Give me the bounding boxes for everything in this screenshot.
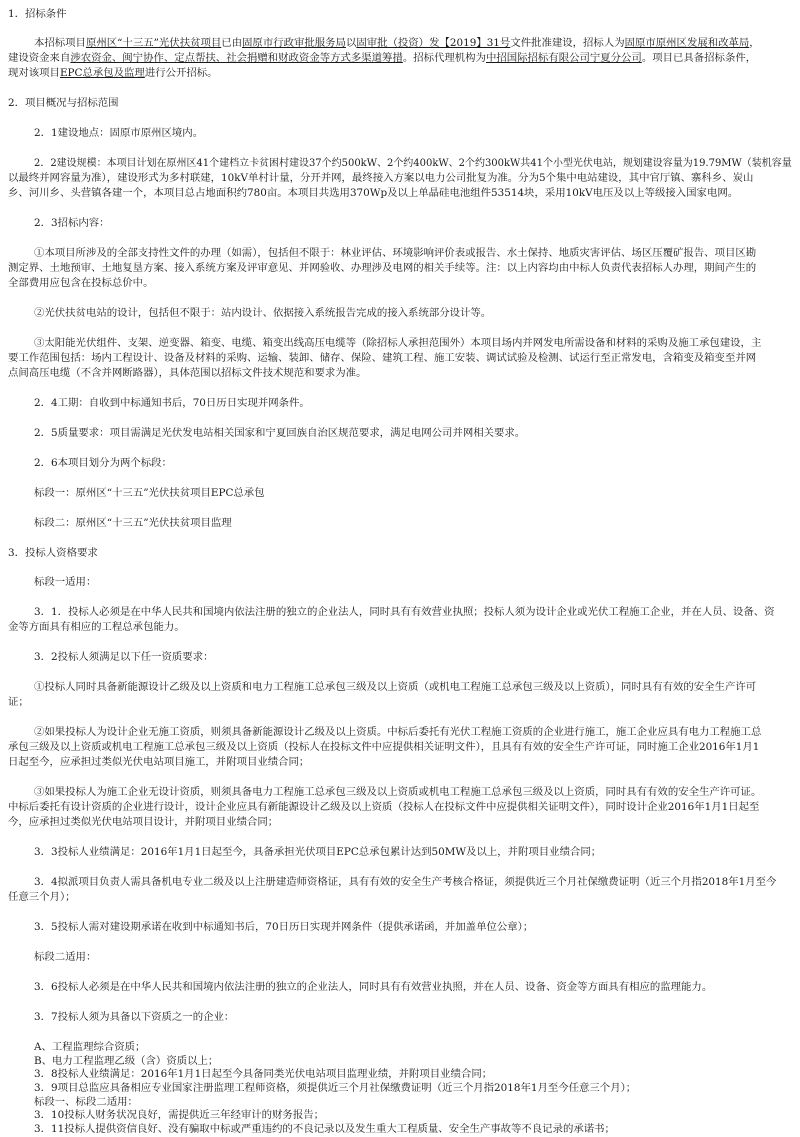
section-heading-1: 1．招标条件 [8,8,67,20]
qualification-1-line: ①投标人同时具备新能源设计乙级及以上资质和电力工程施工总承包三级及以上资质（或机电工程施工总承包三级及以上资质），同时具有有效的安全生产许可 [34,681,757,693]
text: 文件批准建设，招标人为 [510,37,625,49]
clause-3-11: 3．11投标人提供资信良好、没有骗取中标或严重违约的不良记录以及发生重大工程质量、安全生产事故等不良记录的承诺书； [34,1123,615,1135]
content-item-1-line: 全部费用应包含在投标总价中。 [8,277,154,289]
clause-3-4-line: 3．4拟派项目负责人需具备机电专业二级及以上注册建造师资格证，具有有效的安全生产考核合格证，须提供近三个月社保缴费证明（近三个月指2018年1月至今 [34,876,777,888]
text: 以 [345,37,357,49]
text: 。项目已具备招标条件， [641,52,757,64]
paragraph-1-line [34,36,760,51]
qualification-3-line: ③如果投标人为施工企业无设计资质，则须具备电力工程施工总承包三级及以上资质或机电工程施工总承包三级及以上资质，同时具有有效的安全生产许可证。 [34,786,762,798]
clause-2-3: 2．3招标内容： [34,217,110,229]
clause-2-2-line: 以最终并网容量为准），建设形式为多村联建，10kV单村计量，分开并网，最终接入方案以电力公司批复为准。分为5个集中电站建设，其中官厅镇、寨科乡、炭山 [8,172,754,184]
clause-2-2-line: 乡、河川乡、头营镇各建一个，本项目总占地面积约780亩。本项目共选用370Wp及以上单晶硅电池组件53514块，采用10kV电压及以上等级接入国家电网。 [8,187,739,199]
text: ， [749,37,760,49]
clause-3-10: 3．10投标人财务状况良好，需提供近三年经审计的财务报告； [34,1109,324,1121]
clause-3-1-line: 金等方面具有相应的工程总承包能力。 [8,621,185,633]
text: 现对该项目 [8,67,60,79]
qualification-1-line: 证； [8,696,29,708]
content-item-3-line: 要工作范围包括：场内工程设计、设备及材料的采购、运输、装卸、储存、保险、建筑工程、施工安装、调试试验及检测、试运行至正常发电，含箱变及箱变至并网 [8,352,757,364]
section-heading-3: 3．投标人资格要求 [8,547,98,559]
tender-scope: EPC总承包及监理 [59,67,145,79]
clause-3-7: 3．7投标人须为具备以下资质之一的企业： [34,1011,235,1023]
clause-2-6: 2．6本项目划分为两个标段： [34,457,172,469]
clause-3-3: 3．3投标人业绩满足：2016年1月1日起至今，具备承担光伏项目EPC总承包累计达到50MW及以上，并附项目业绩合同； [34,846,602,858]
paragraph-1-line [8,66,218,81]
clause-3-2: 3．2投标人须满足以下任一资质要求： [34,651,214,663]
qualification-2-line: ②如果投标人为设计企业无施工资质，则须具备新能源设计乙级及以上资质。中标后委托有光伏工程施工资质的企业进行施工，施工企业应具有电力工程施工总 [34,726,762,738]
lot-1-applicable: 标段一适用： [34,576,97,588]
text: 本招标项目 [34,37,86,49]
clause-3-9: 3．9项目总监应具备相应专业国家注册监理工程师资格，须提供近三个月社保缴费证明（近三个月指2018年1月至今任意三个月）； [34,1082,637,1094]
section-heading-2: 2．项目概况与招标范围 [8,97,119,109]
qualification-2-line: 承包三级及以上资质或机电工程施工总承包三级及以上资质（投标人在投标文件中应提供相关证明文件），且具有有效的安全生产许可证，同时施工企业2016年1月1 [8,741,760,753]
lot-1: 标段一：原州区“十三五”光伏扶贫项目EPC总承包 [34,487,265,499]
text: 建设资金来自 [8,52,71,64]
text: 。招标代理机构为 [402,52,486,64]
clause-3-1-line: 3．1．投标人必须是在中华人民共和国境内依法注册的独立的企业法人，同时具有有效营业执照；投标人须为设计企业或光伏工程施工企业，并在人员、设备、资 [34,606,775,618]
clause-3-7-b: B、电力工程监理乙级（含）资质以上； [34,1055,219,1067]
tenderer-name: 固原市原州区发展和改革局 [624,37,750,49]
text: 进行公开招标。 [144,67,218,79]
content-item-3-line: 点间高压电缆（不含并网断路器），具体范围以招标文件技术规范和要求为准。 [8,367,367,379]
clause-3-6: 3．6投标人必须是在中华人民共和国境内依法注册的独立的企业法人，同时具有有效营业执照，并在人员、设备、资金等方面具有相应的监理能力。 [34,981,713,993]
clause-2-5: 2．5质量要求：项目需满足光伏发电站相关国家和宁夏回族自治区规范要求，满足电网公司并网相关要求。 [34,427,526,439]
qualification-3-line: 今，应承担过类似光伏电站项目设计，并附项目业绩合同； [8,816,279,828]
content-item-1-line: ①本项目所涉及的全部支持性文件的办理（如需），包括但不限于：林业评估、环境影响评价表或报告、水土保持、地质灾害评估、场区压覆矿报告、项目区勘 [34,247,757,259]
clause-3-5: 3．5投标人需对建设期承诺在收到中标通知书后，70日历日实现并网条件（提供承诺函，并加盖单位公章）； [34,921,534,933]
qualification-2-line: 日起至今，应承担过类似光伏电站项目施工，并附项目业绩合同； [8,756,310,768]
paragraph-1-line [8,51,756,66]
clause-2-4: 2．4工期：自收到中标通知书后，70日历日实现并网条件。 [34,397,310,409]
lot-2: 标段二：原州区“十三五”光伏扶贫项目监理 [34,517,232,529]
clause-3-4-line: 任意三个月）； [8,891,76,903]
clause-3-7-a: A、工程监理综合资质； [34,1041,146,1053]
tender-agent-name: 中招国际招标有限公司宁夏分公司 [485,52,642,64]
content-item-3-line: ③太阳能光伏组件、支架、逆变器、箱变、电缆、箱变出线高压电缆等（除招标人承担范围外）本项目场内并网发电所需设备和材料的采购及施工承包建设，主 [34,337,762,349]
qualification-3-line: 中标后委托有设计资质的企业进行设计，设计企业应具有新能源设计乙级及以上资质（投标人在投标文件中应提供相关证明文件），同时设计企业2016年1月1日起至 [8,801,760,813]
funding-source: 涉农资金、闽宁协作、定点帮扶、社会捐赠和财政资金等方式多渠道筹措 [70,52,403,64]
lot-2-applicable: 标段二适用： [34,951,97,963]
project-name: 原州区“十三五”光伏扶贫项目 [85,37,222,49]
content-item-2: ②光伏扶贫电站的设计，包括但不限于：站内设计、依据接入系统报告完成的接入系统部分设计等。 [34,307,492,319]
both-lots-applicable: 标段一、标段二适用： [34,1096,138,1108]
clause-2-2-line: 2．2建设规模：本项目计划在原州区41个建档立卡贫困村建设37个约500kW、2个约400kW、2个约300kW共41个小型光伏电站，规划建设容量为19.79MW（装机容量 [34,157,792,169]
text: 已由 [221,37,243,49]
clause-3-8: 3．8投标人业绩满足：2016年1月1日起至今具备同类光伏电站项目监理业绩，并附项目业绩合同； [34,1068,493,1080]
content-item-1-line: 测定界、土地预审、土地复垦方案、接入系统方案及评审意见、并网验收、办理涉及电网的相关手续等。注：以上内容均由中标人负责代表招标人办理，期间产生的 [8,262,757,274]
approval-document-number: 固审批（投资）发【2019】31号 [356,37,511,49]
approval-authority: 固原市行政审批服务局 [242,37,346,49]
clause-2-1: 2．1建设地点：固原市原州区境内。 [34,127,204,139]
